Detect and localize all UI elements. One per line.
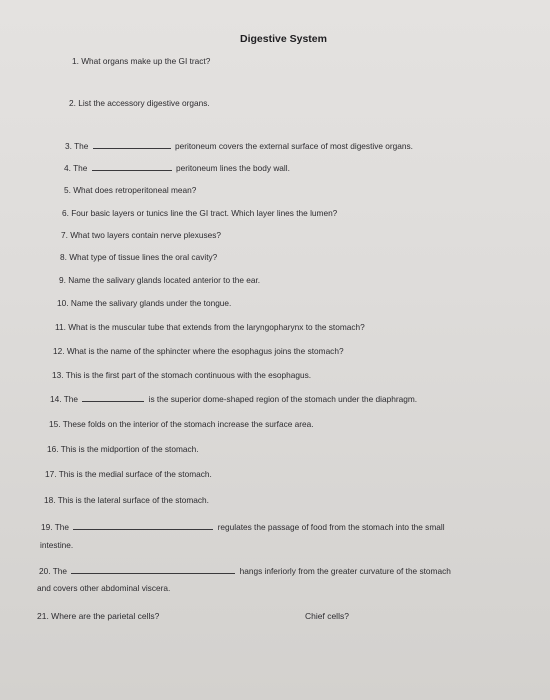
question-1: 1. What organs make up the GI tract? (72, 56, 211, 66)
question-14-end: is the superior dome-shaped region of the stomach under the diaphragm. (148, 394, 418, 404)
question-18: 18. This is the lateral surface of the stomach. (44, 495, 209, 505)
question-19-end: regulates the passage of food from the stomach into the small (217, 522, 445, 532)
question-8: 8. What type of tissue lines the oral cavity? (60, 252, 218, 262)
question-19-start: 19. The (41, 522, 69, 532)
question-9: 9. Name the salivary glands located anterior to the ear. (59, 275, 261, 285)
question-19 (41, 522, 445, 532)
question-3-end: peritoneum covers the external surface of most digestive organs. (175, 141, 413, 151)
question-14-start: 14. The (50, 394, 78, 404)
page-title: Digestive System (240, 33, 327, 45)
question-12: 12. What is the name of the sphincter where the esophagus joins the stomach? (53, 346, 344, 356)
question-20 (39, 566, 451, 576)
question-21-chief-cells: Chief cells? (305, 611, 349, 621)
question-5: 5. What does retroperitoneal mean? (64, 185, 197, 195)
question-15: 15. These folds on the interior of the stomach increase the surface area. (49, 419, 314, 429)
question-4-end: peritoneum lines the body wall. (176, 163, 290, 173)
question-20-start: 20. The (39, 566, 67, 576)
answer-blank (82, 394, 144, 402)
question-20-end: hangs inferiorly from the greater curvature of the stomach (239, 566, 451, 576)
question-11: 11. What is the muscular tube that extends from the laryngopharynx to the stomach? (55, 322, 365, 332)
answer-blank (71, 566, 235, 574)
question-14 (50, 394, 417, 404)
question-17: 17. This is the medial surface of the stomach. (45, 469, 212, 479)
question-16: 16. This is the midportion of the stomach. (47, 444, 199, 454)
question-10: 10. Name the salivary glands under the tongue. (57, 298, 232, 308)
question-3 (65, 141, 413, 151)
question-13: 13. This is the first part of the stomach continuous with the esophagus. (52, 370, 312, 380)
question-20-continued: and covers other abdominal viscera. (37, 583, 171, 593)
question-2: 2. List the accessory digestive organs. (69, 98, 210, 108)
question-6: 6. Four basic layers or tunics line the GI tract. Which layer lines the lumen? (62, 208, 338, 218)
question-4-start: 4. The (64, 163, 88, 173)
question-7: 7. What two layers contain nerve plexuses? (61, 230, 222, 240)
answer-blank (93, 141, 171, 149)
question-4 (64, 163, 290, 173)
question-19-continued: intestine. (40, 540, 74, 550)
question-3-start: 3. The (65, 141, 89, 151)
answer-blank (92, 163, 172, 171)
question-21: 21. Where are the parietal cells? (37, 611, 160, 621)
answer-blank (73, 522, 213, 530)
